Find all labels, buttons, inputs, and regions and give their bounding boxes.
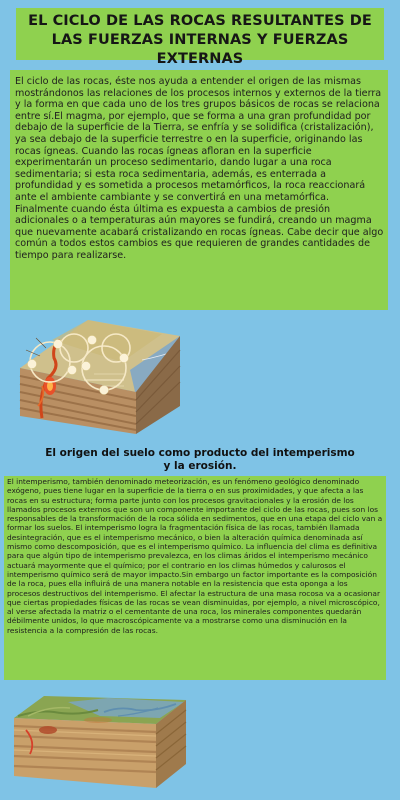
intro-paragraph: El ciclo de las rocas, éste nos ayuda a entender el origen de las mismas mostrándonos las relaciones de los procesos internos y externos de la tierra y la forma en que cada uno de los tres grupos básicos de rocas se relaciona entre sí.El magma, por ejemplo, que se forma a una gran profundidad por debajo de la superficie de la Tierra, se enfría y se solidifica (cristalización), ya sea debajo de la superficie terrestre o en la superficie, originando las rocas ígneas. Cuando las rocas ígneas afloran en la superficie experimentarán un proceso sedimentario, dando lugar a una roca sedimentaria; si esta roca sedimentaria, además, es enterrada a profundidad y es sometida a procesos metamórficos, la roca reaccionará ante el ambiente cambiante y se convertirá en una metamórfica. Finalmente cuando ésta última es expuesta a cambios de presión adicionales o a temperaturas aún mayores se fundirá, creando un magma que nuevamente acabará cristalizando en rocas ígneas. Cabe decir que algo común a todos estos cambios es que requieren de grandes cantidades de tiempo para realizarse.: [15, 76, 384, 261]
section-title: El origen del suelo como producto del intemperismo y la erosión.: [45, 447, 355, 472]
page-title: EL CICLO DE LAS ROCAS RESULTANTES DE LAS FUERZAS INTERNAS Y FUERZAS EXTERNAS: [28, 13, 372, 67]
rock-cycle-diagram: [12, 310, 182, 440]
weathering-panel: [4, 476, 386, 680]
soil-erosion-diagram: [8, 690, 190, 798]
title-banner: [16, 8, 384, 67]
intro-panel: [10, 70, 388, 310]
weathering-paragraph: El intemperismo, también denominado meteorización, es un fenómeno geológico denominado exógeno, pues tiene lugar en la superficie de la tierra o en sus proximidades, y que afecta a las rocas en su estructura; forma parte junto con los procesos gravitacionales y la erosión de los llamados procesos externos que son un componente importante del ciclo de las rocas, pues son los responsables de la transformación de la roca sólida en sedimentos, que en una etapa del ciclo van a formar los suelos. El intemperismo logra la fragmentación física de las rocas, también llamada desintegración, que es el intemperismo mecánico, o bien la alteración química denominada así mismo como descomposición, que es el intemperismo químico. La influencia del clima es definitiva para que algún tipo de intemperismo prevalezca, en los climas áridos el intemperismo mecánico actuará mayormente que el químico; por el contrario en los climas húmedos y calurosos el intemperismo químico será de mayor impacto.Sin embargo un factor importante es la composición de la roca, pues ella influirá de una manera notable en la resistencia que esta oponga a los procesos destructivos del intemperismo. El afectar la estructura de una masa rocosa va a ocasionar que ciertas propiedades físicas de las rocas se vean disminuidas, por ejemplo, a nivel microscópico, al verse afectada la matriz o el cementante de una roca, los minerales componentes quedarán débilmente unidos, lo que macroscópicamente va a mostrarse como una disminución en la resistencia a la compresión de las rocas.: [7, 477, 383, 635]
